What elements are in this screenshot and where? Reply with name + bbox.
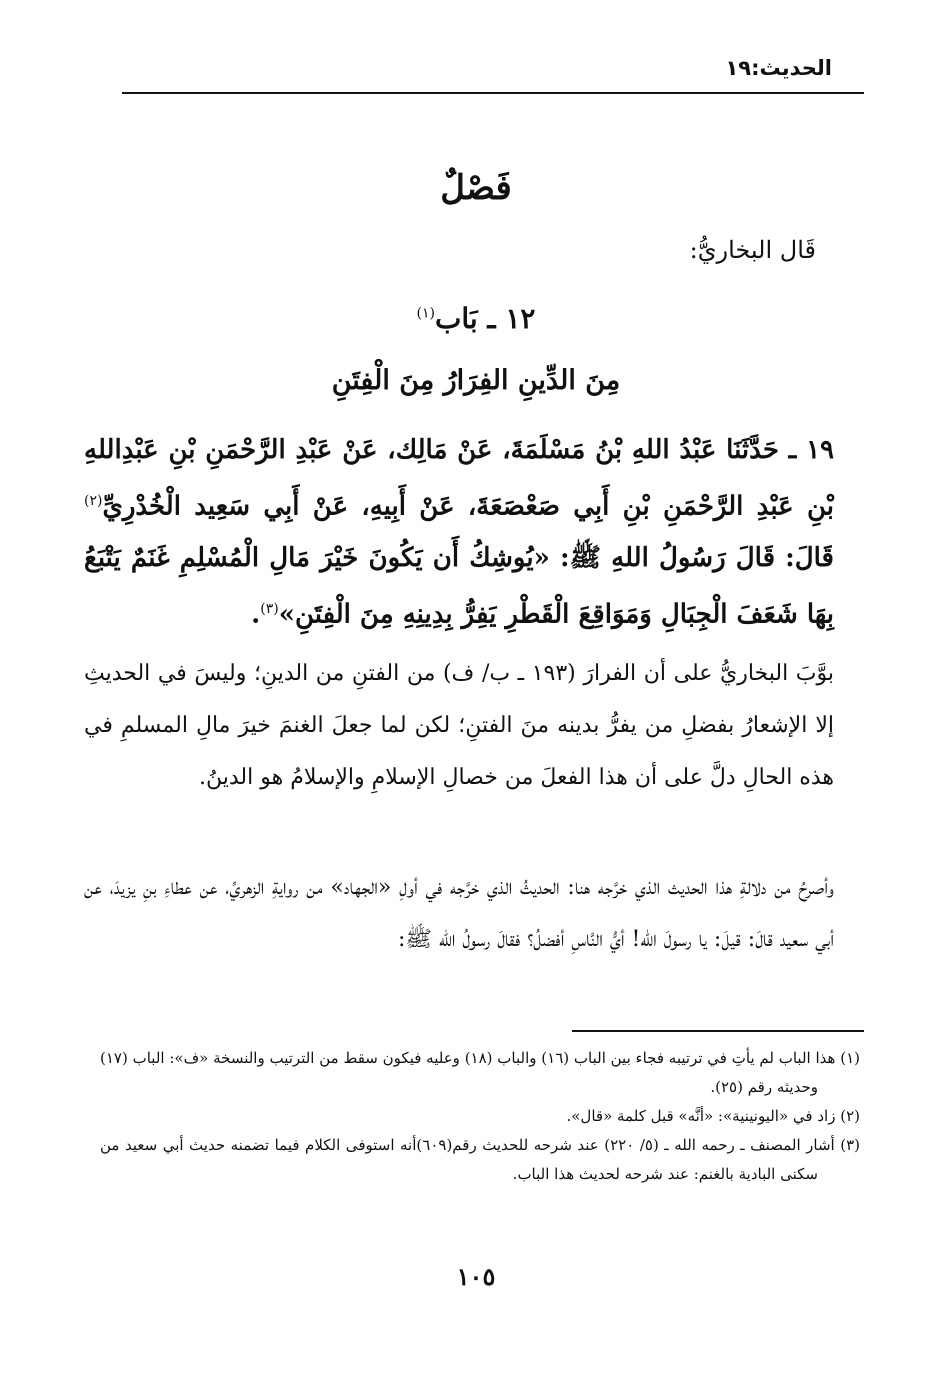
footnote: (٢) زاد في «اليونينية»: «أنَّه» قبل كلمة «قال». [566, 1107, 860, 1125]
footnote-rule [572, 1030, 864, 1032]
footnote: (١) هذا الباب لم يأتِ في ترتيبه فجاء بين الباب (١٦) والباب (١٨) وعليه فيكون سقط من الترتيب والنسخة «ف»: الباب (١٧) وحديثه رقم (٢٥). [100, 1049, 860, 1096]
footnote: (٣) أشار المصنف ـ رحمه الله ـ (٥/ ٢٢٠) عند شرحه للحديث رقم(٦٠٩)أنه استوفى الكلام فيما تضمنه حديث أبي سعيد من سكنى البادية بالغنم: عند شرحه لحديث هذا الباب. [100, 1136, 860, 1183]
hadith-text [84, 425, 834, 640]
header-rule [122, 92, 864, 94]
hadith-end: . [251, 599, 261, 630]
intro-line: قَال البخاريُّ: [689, 236, 816, 264]
page-number: ١٠٥ [456, 1262, 496, 1291]
footnote-ref: (١) [416, 305, 435, 322]
footnote-ref: (٢) [84, 493, 103, 509]
footnote-ref: (٣) [260, 600, 279, 617]
commentary-paragraph: وأصرحُ من دلالةِ هذا الحديث الذي خرَّجه هنا: الحديثُ الذي خرَّجه في أولِ «الجهاد» من روايةِ الزهريِّ، عن عطاءِ بنِ يزيدَ، عن أبي سعيد قالَ: قيلَ: يا رسولَ الله! أيُّ النَّاسِ أفضلُ؟ فقالَ رسولُ الله ﷺ: [84, 875, 834, 952]
footnotes [100, 1044, 860, 1189]
chapter-number: ١٢ ـ بَاب [435, 302, 536, 335]
hadith-isnad: ١٩ ـ حَدَّثَنَا عَبْدُ اللهِ بْنُ مَسْلَمَةَ، عَنْ مَالِك، عَنْ عَبْدِ الرَّحْمَنِ بْنِ عَبْدِاللهِ بْنِ عَبْدِ الرَّحْمَنِ بْنِ أَبِي صَعْصَعَةَ، عَنْ أَبِيهِ، عَنْ أَبِي سَعِيد الْخُدْرِيِّ [84, 435, 834, 522]
running-header: الحديث:١٩ [725, 56, 832, 80]
chapter-heading [0, 302, 952, 335]
commentary-paragraph: بوَّبَ البخاريُّ على أن الفرارَ (١٩٣ ـ ب/ ف) من الفتنِ من الدينِ؛ وليسَ في الحديثِ إلا الإشعارُ بفضلِ من يفرُّ بدينه منَ الفتنِ؛ لكن لما جعلَ الغنمَ خيرَ مالِ المسلمِ في هذه الحالِ دلَّ على أن هذا الفعلَ من خصالِ الإسلامِ والإسلامُ هو الدينُ. [84, 661, 834, 790]
chapter-title: مِنَ الدِّينِ الفِرَارُ مِنَ الْفِتَنِ [331, 365, 621, 396]
section-title: فَصْلٌ [440, 168, 512, 208]
hadith-matn: قَالَ: قَالَ رَسُولُ اللهِ ﷺ: «يُوشِكُ أَن يَكُونَ خَيْرَ مَالِ الْمُسْلِمِ غَنَمٌ يَتْبَعُ بِهَا شَعَفَ الْجِبَالِ وَمَوَاقِعَ الْقَطْرِ يَفِرُّ بِدِينِهِ مِنَ الْفِتَنِ» [84, 542, 834, 630]
